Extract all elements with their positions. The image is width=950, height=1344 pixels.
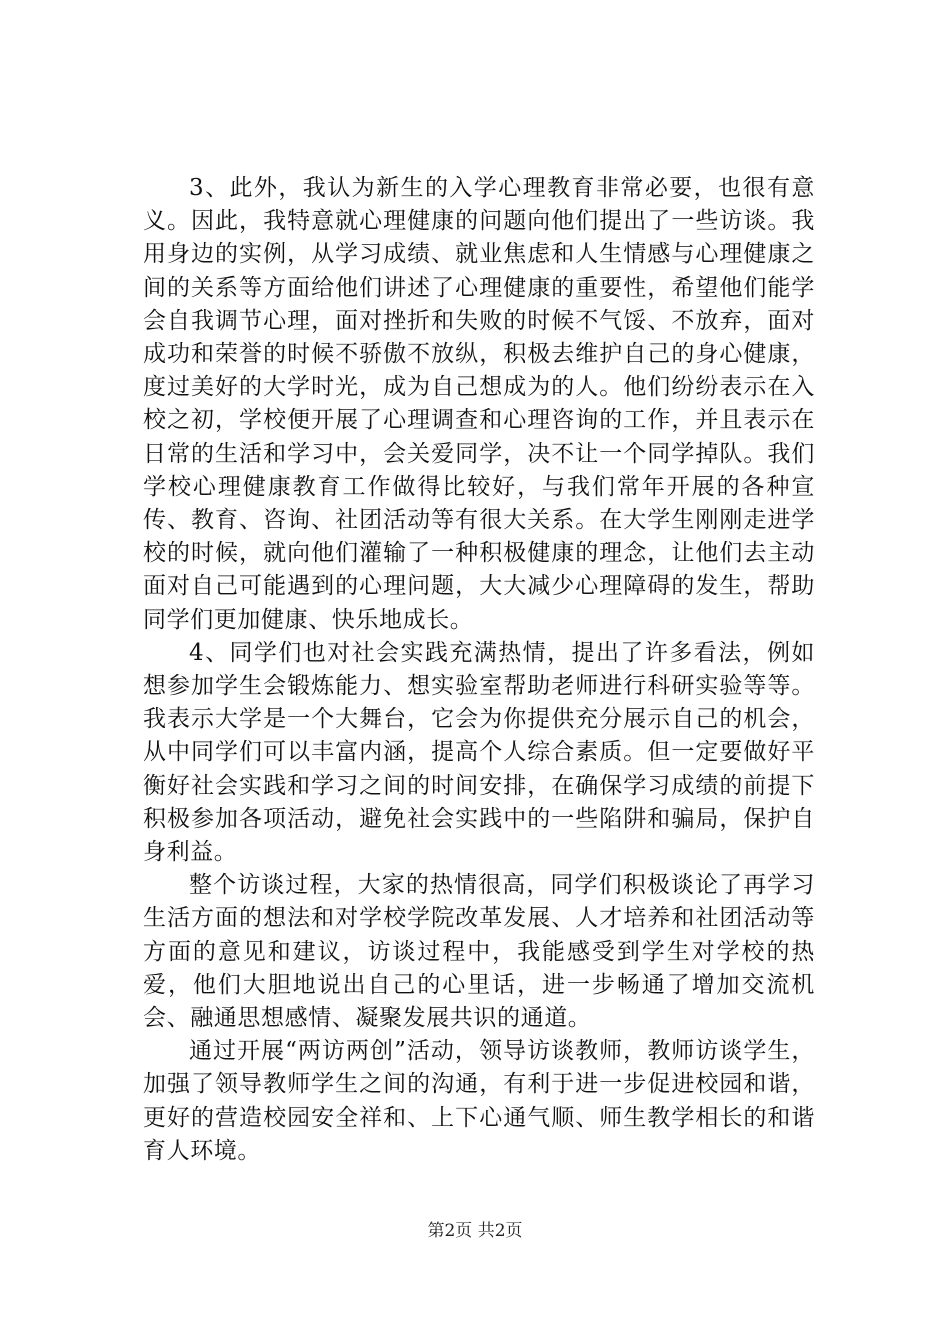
paragraph-conclusion: 通过开展“两访两创”活动，领导访谈教师，教师访谈学生，加强了领导教师学生之间的沟通，有利于进一步促进校园和谐，更好的营造校园安全祥和、上下心通气顺、师生教学相长的和谐育人环境。 xyxy=(143,1038,815,1164)
page-footer: 第2页 共2页 xyxy=(427,1221,523,1241)
document-body xyxy=(143,172,815,1168)
paragraph-social-practice: 4、同学们也对社会实践充满热情，提出了许多看法，例如想参加学生会锻炼能力、想实验室帮助老师进行科研实验等等。我表示大学是一个大舞台，它会为你提供充分展示自己的机会，从中同学们可以丰富内涵，提高个人综合素质。但一定要做好平衡好社会实践和学习之间的时间安排，在确保学习成绩的前提下积极参加各项活动，避免社会实践中的一些陷阱和骗局，保护自身利益。 xyxy=(143,639,815,866)
paragraph-mental-health: 3、此外，我认为新生的入学心理教育非常必要，也很有意义。因此，我特意就心理健康的问题向他们提出了一些访谈。我用身边的实例，从学习成绩、就业焦虑和人生情感与心理健康之间的关系等方面给他们讲述了心理健康的重要性，希望他们能学会自我调节心理，面对挫折和失败的时候不气馁、不放弃，面对成功和荣誉的时候不骄傲不放纵，积极去维护自己的身心健康，度过美好的大学时光，成为自己想成为的人。他们纷纷表示在入校之初，学校便开展了心理调查和心理咨询的工作，并且表示在日常的生活和学习中，会关爱同学，决不让一个同学掉队。我们学校心理健康教育工作做得比较好，与我们常年开展的各种宣传、教育、咨询、社团活动等有很大关系。在大学生刚刚走进学校的时候，就向他们灌输了一种积极健康的理念，让他们去主动面对自己可能遇到的心理问题，大大减少心理障碍的发生，帮助同学们更加健康、快乐地成长。 xyxy=(143,175,815,633)
paragraph-interview-summary: 整个访谈过程，大家的热情很高，同学们积极谈论了再学习生活方面的想法和对学校学院改革发展、人才培养和社团活动等方面的意见和建议，访谈过程中，我能感受到学生对学校的热爱，他们大胆地说出自己的心里话，进一步畅通了增加交流机会、融通思想感情、凝聚发展共识的通道。 xyxy=(143,872,815,1032)
